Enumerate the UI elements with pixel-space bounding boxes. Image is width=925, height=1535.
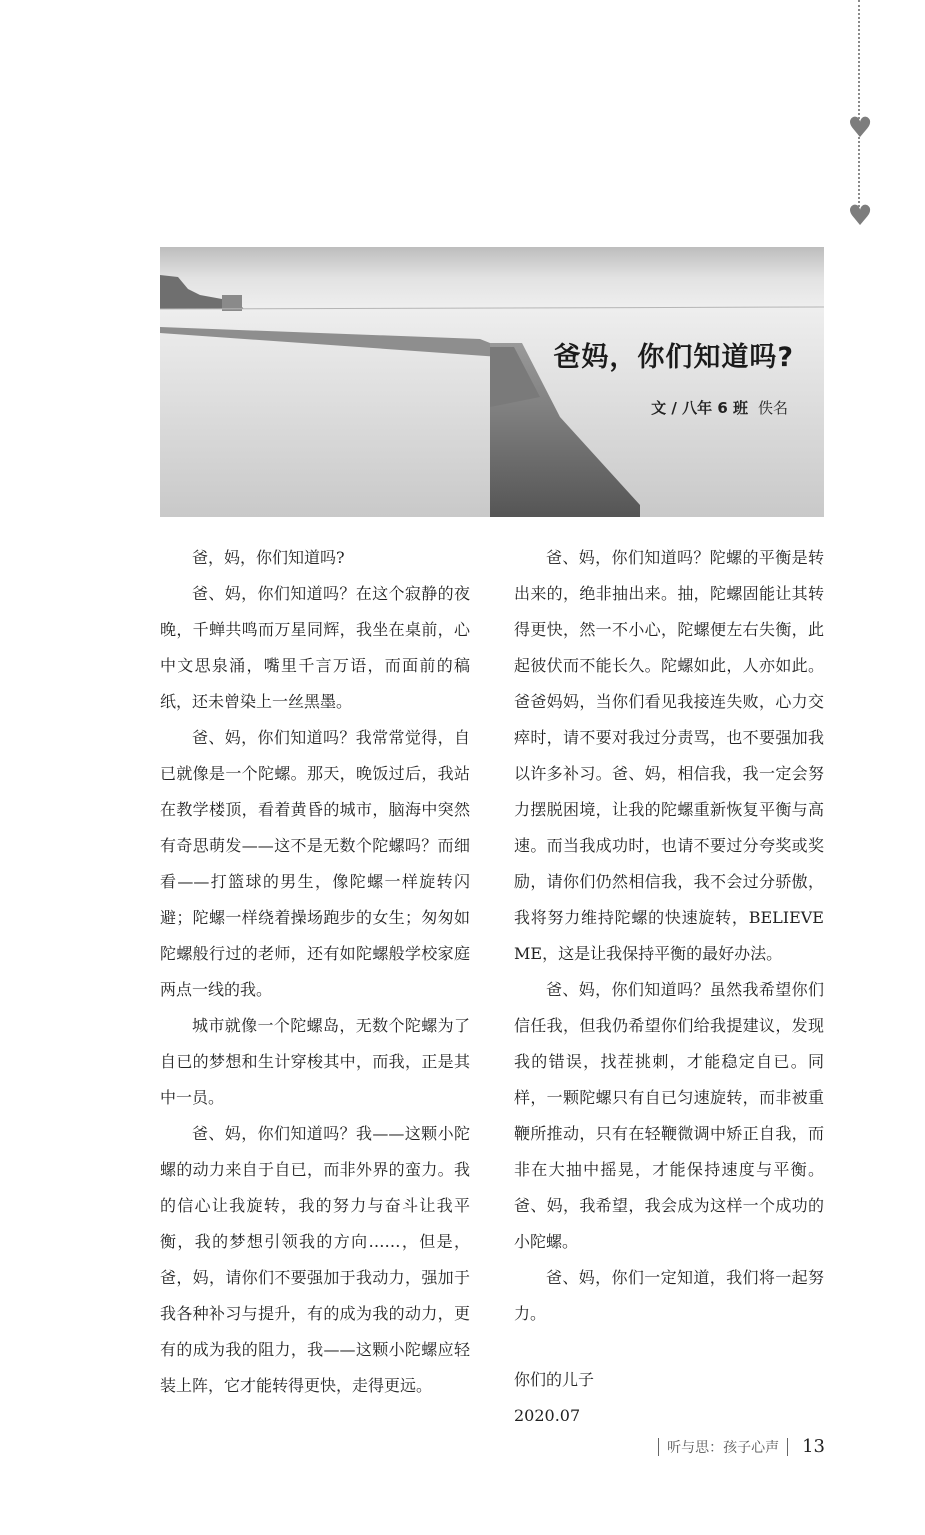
decorative-dotted-line bbox=[858, 0, 860, 215]
paragraph: 城市就像一个陀螺岛，无数个陀螺为了自已的梦想和生计穿梭其中，而我，正是其中一员。 bbox=[160, 1016, 470, 1107]
paragraph: 爸、妈，你们知道吗？陀螺的平衡是转出来的，绝非抽出来。抽，陀螺固能让其转得更快，然一不小心，陀螺便左右失衡，此起彼伏而不能长久。陀螺如此，人亦如此。爸爸妈妈，当你们看见我接连失败，心力交瘁时，请不要对我过分责骂，也不要强加我以许多补习。爸、妈，相信我，我一定会努力摆脱困境，让我的陀螺重新恢复平衡与高速。而当我成功时，也请不要过分夸奖或奖励，请你们仍然相信我，我不会过分骄傲，我将努力维持陀螺的快速旋转，BELIEVE ME，这是让我保持平衡的最好办法。 bbox=[514, 548, 824, 963]
left-column bbox=[160, 540, 470, 1404]
footer-divider bbox=[787, 1438, 788, 1456]
paragraph: 爸、妈，你们知道吗？在这个寂静的夜晚，千蝉共鸣而万星同辉，我坐在桌前，心中文思泉涌，嘴里千言万语，而面前的稿纸，还未曾染上一丝黑墨。 bbox=[160, 584, 470, 711]
paragraph: 爸、妈，你们一定知道，我们将一起努力。 bbox=[514, 1268, 824, 1323]
byline-author: 佚名 bbox=[757, 399, 788, 417]
header-photo bbox=[160, 247, 824, 517]
page-footer bbox=[650, 1436, 825, 1457]
paragraph: 爸、妈，你们知道吗？我——这颗小陀螺的动力来自于自已，而非外界的蛮力。我的信心让我旋转，我的努力与奋斗让我平衡，我的梦想引领我的方向……，但是，爸，妈，请你们不要强加于我动力，强加于我各种补习与提升，有的成为我的动力，更有的成为我的阻力，我——这颗小陀螺应轻装上阵，它才能转得更快，走得更远。 bbox=[160, 1124, 470, 1395]
paragraph: 爸，妈，你们知道吗? bbox=[192, 548, 345, 567]
paragraph: 爸、妈，你们知道吗？我常常觉得，自已就像是一个陀螺。那天，晚饭过后，我站在教学楼顶，看着黄昏的城市，脑海中突然有奇思萌发——这不是无数个陀螺吗？而细看——打篮球的男生，像陀螺一样旋转闪避；陀螺一样绕着操场跑步的女生；匆匆如陀螺般行过的老师，还有如陀螺般学校家庭两点一线的我。 bbox=[160, 728, 470, 999]
footer-section: 听与思：孩子心声 bbox=[667, 1439, 780, 1456]
heart-icon: ♥ bbox=[847, 199, 873, 232]
heart-icon: ♥ bbox=[847, 111, 873, 144]
footer-divider bbox=[658, 1438, 659, 1456]
signature-name: 你们的儿子 bbox=[514, 1370, 595, 1389]
signature-date: 2020.07 bbox=[514, 1406, 581, 1425]
byline bbox=[651, 397, 788, 418]
right-column bbox=[514, 540, 824, 1434]
paragraph: 爸、妈，你们知道吗？虽然我希望你们信任我，但我仍希望你们给我提建议，发现我的错误，找茬挑刺，才能稳定自已。同样，一颗陀螺只有自已匀速旋转，而非被重鞭所推动，只有在轻鞭微调中矫正自我，而非在大抽中摇晃，才能保持速度与平衡。爸、妈，我希望，我会成为这样一个成功的小陀螺。 bbox=[514, 980, 824, 1251]
article-title: 爸妈，你们知道吗? bbox=[553, 342, 794, 373]
byline-class: 文 / 八年 6 班 bbox=[651, 399, 748, 417]
pier-landscape-illustration bbox=[160, 247, 824, 517]
page-number: 13 bbox=[802, 1436, 825, 1457]
